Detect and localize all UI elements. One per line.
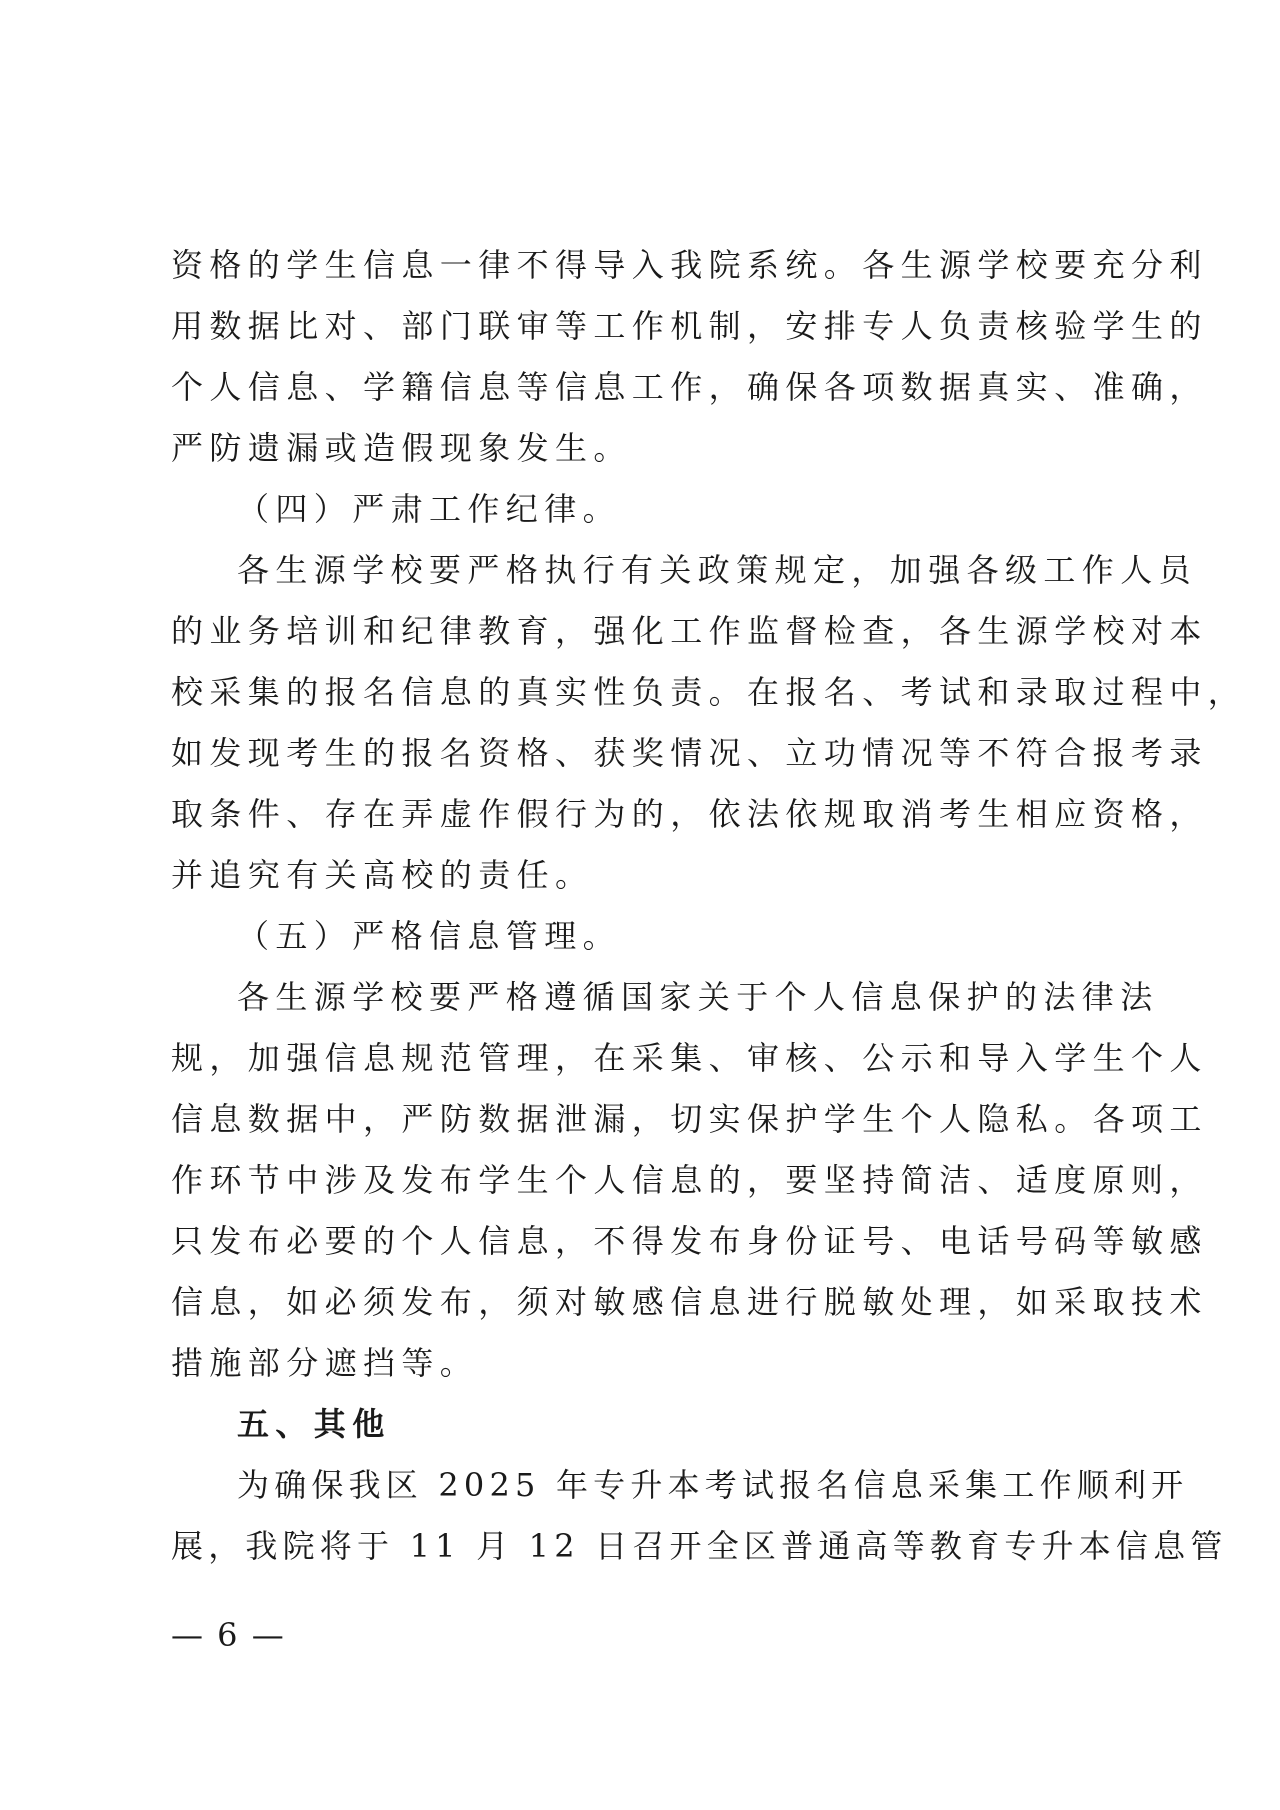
body-text-line: 并追究有关高校的责任。	[171, 856, 594, 894]
body-text-line: 措施部分遮挡等。	[171, 1344, 479, 1382]
paragraph-first-line: 各生源学校要严格遵循国家关于个人信息保护的法律法	[237, 978, 1159, 1016]
body-text-line: 的业务培训和纪律教育，强化工作监督检查，各生源学校对本	[171, 612, 1208, 650]
page-number: — 6 —	[171, 1616, 286, 1654]
body-text-line: 只发布必要的个人信息，不得发布身份证号、电话号码等敏感	[171, 1222, 1208, 1260]
subsection-heading: （五）严格信息管理。	[237, 917, 622, 955]
body-text-line: 作环节中涉及发布学生个人信息的，要坚持简洁、适度原则，	[171, 1161, 1208, 1199]
body-text-line: 严防遗漏或造假现象发生。	[171, 429, 632, 467]
subsection-heading: （四）严肃工作纪律。	[237, 490, 622, 528]
body-text-line: 信息，如必须发布，须对敏感信息进行脱敏处理，如采取技术	[171, 1283, 1208, 1321]
body-text-line: 个人信息、学籍信息等信息工作，确保各项数据真实、准确，	[171, 368, 1208, 406]
body-text-line: 校采集的报名信息的真实性负责。在报名、考试和录取过程中，	[171, 673, 1247, 711]
body-text-line: 如发现考生的报名资格、获奖情况、立功情况等不符合报考录	[171, 734, 1208, 772]
body-text-line: 用数据比对、部门联审等工作机制，安排专人负责核验学生的	[171, 307, 1208, 345]
paragraph-first-line: 各生源学校要严格执行有关政策规定，加强各级工作人员	[237, 551, 1198, 589]
paragraph-first-line: 为确保我区 2025 年专升本考试报名信息采集工作顺利开	[237, 1466, 1189, 1504]
body-text-line: 取条件、存在弄虚作假行为的，依法依规取消考生相应资格，	[171, 795, 1208, 833]
body-text-line: 资格的学生信息一律不得导入我院系统。各生源学校要充分利	[171, 246, 1208, 284]
body-text-line: 信息数据中，严防数据泄漏，切实保护学生个人隐私。各项工	[171, 1100, 1208, 1138]
body-text-line: 展，我院将于 11 月 12 日召开全区普通高等教育专升本信息管	[171, 1527, 1228, 1565]
body-text-line: 规，加强信息规范管理，在采集、审核、公示和导入学生个人	[171, 1039, 1208, 1077]
section-heading: 五、其他	[237, 1405, 391, 1443]
